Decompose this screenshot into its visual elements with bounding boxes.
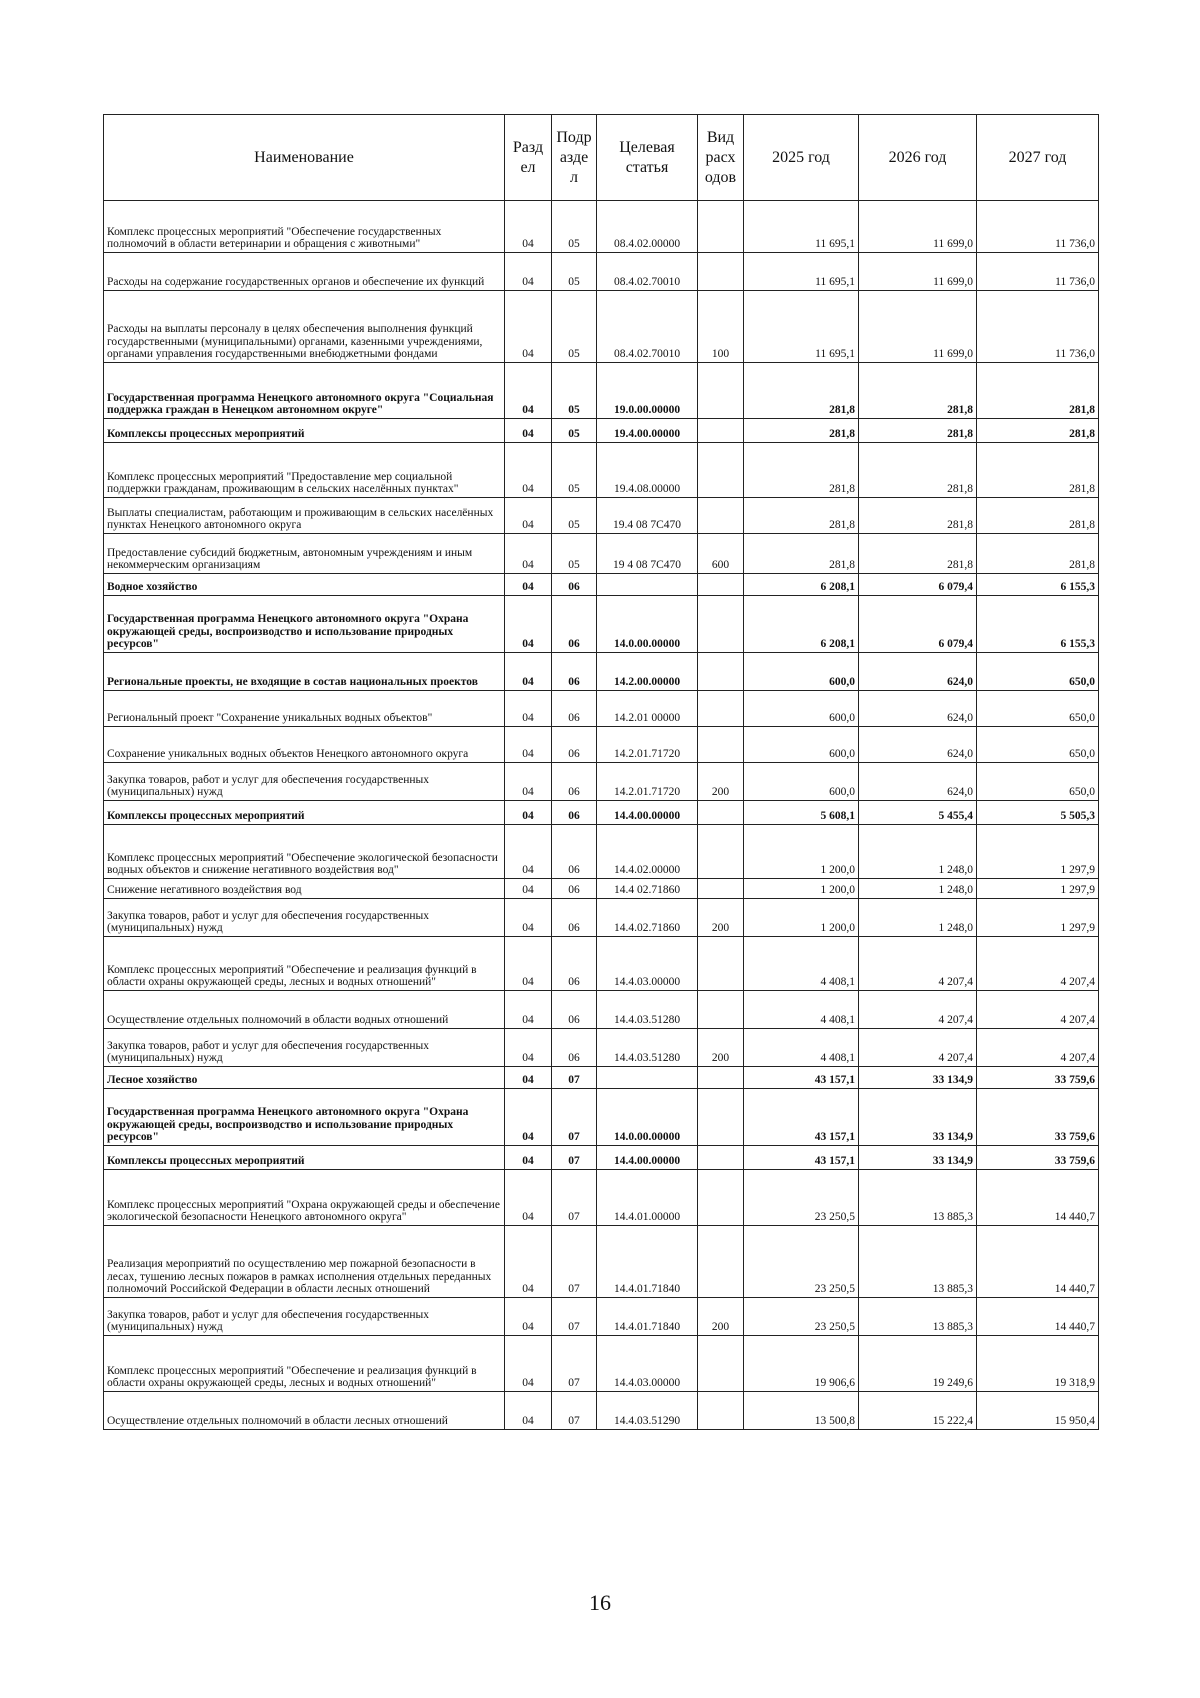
- row-value-2025: 281,8: [744, 498, 859, 534]
- row-name: Закупка товаров, работ и услуг для обеспечения государственных (муниципальных) нужд: [104, 899, 505, 937]
- row-podrazdel: 05: [552, 498, 597, 534]
- row-razdel: 04: [505, 534, 552, 574]
- row-podrazdel: 05: [552, 291, 597, 363]
- row-expense-type: [698, 253, 744, 291]
- row-value-2025: 600,0: [744, 763, 859, 801]
- row-value-2027: 281,8: [977, 534, 1099, 574]
- row-expense-type: [698, 443, 744, 498]
- header-name: Наименование: [104, 115, 505, 201]
- row-target-article: 19 4 08 7С470: [597, 534, 698, 574]
- row-podrazdel: 06: [552, 991, 597, 1029]
- row-podrazdel: 06: [552, 801, 597, 825]
- table-row: [104, 899, 1099, 937]
- row-value-2026: 5 455,4: [859, 801, 977, 825]
- row-target-article: 14.4.03.51290: [597, 1392, 698, 1430]
- row-value-2025: 600,0: [744, 691, 859, 727]
- row-expense-type: [698, 1089, 744, 1146]
- row-expense-type: [698, 937, 744, 991]
- table-row: [104, 991, 1099, 1029]
- row-podrazdel: 06: [552, 596, 597, 653]
- row-name: Комплекс процессных мероприятий "Охрана окружающей среды и обеспечение экологической безопасности Ненецкого автономного округа": [104, 1170, 505, 1226]
- row-value-2027: 4 207,4: [977, 1029, 1099, 1067]
- row-target-article: 19.4.00.00000: [597, 419, 698, 443]
- row-razdel: 04: [505, 253, 552, 291]
- row-expense-type: [698, 1226, 744, 1298]
- row-value-2025: 6 208,1: [744, 574, 859, 596]
- row-value-2025: 23 250,5: [744, 1298, 859, 1336]
- row-target-article: 14.2.01 00000: [597, 691, 698, 727]
- row-value-2027: 14 440,7: [977, 1298, 1099, 1336]
- row-value-2027: 1 297,9: [977, 879, 1099, 899]
- row-value-2026: 6 079,4: [859, 574, 977, 596]
- row-expense-type: [698, 1146, 744, 1170]
- row-podrazdel: 06: [552, 574, 597, 596]
- row-name: Закупка товаров, работ и услуг для обеспечения государственных (муниципальных) нужд: [104, 1298, 505, 1336]
- row-value-2026: 281,8: [859, 534, 977, 574]
- row-name: Закупка товаров, работ и услуг для обеспечения государственных (муниципальных) нужд: [104, 763, 505, 801]
- row-razdel: 04: [505, 574, 552, 596]
- row-target-article: 14.4.01.71840: [597, 1226, 698, 1298]
- row-value-2027: 33 759,6: [977, 1146, 1099, 1170]
- row-razdel: 04: [505, 801, 552, 825]
- row-value-2027: 281,8: [977, 498, 1099, 534]
- row-podrazdel: 07: [552, 1392, 597, 1430]
- row-value-2026: 281,8: [859, 443, 977, 498]
- row-razdel: 04: [505, 443, 552, 498]
- row-target-article: 14.4.03.00000: [597, 937, 698, 991]
- row-expense-type: [698, 498, 744, 534]
- row-razdel: 04: [505, 653, 552, 691]
- row-podrazdel: 07: [552, 1336, 597, 1392]
- row-expense-type: [698, 653, 744, 691]
- row-value-2027: 11 736,0: [977, 201, 1099, 253]
- row-podrazdel: 06: [552, 727, 597, 763]
- header-expense-type: Вид расх одов: [698, 115, 744, 201]
- row-razdel: 04: [505, 1067, 552, 1089]
- row-name: Комплекс процессных мероприятий "Обеспечение экологической безопасности водных объектов и снижение негативного воздействия вод": [104, 825, 505, 879]
- row-target-article: 19.0.00.00000: [597, 363, 698, 419]
- row-value-2026: 11 699,0: [859, 253, 977, 291]
- header-podrazdel: Подр азде л: [552, 115, 597, 201]
- table-row: [104, 691, 1099, 727]
- row-expense-type: 200: [698, 1298, 744, 1336]
- table-row: [104, 653, 1099, 691]
- row-expense-type: [698, 879, 744, 899]
- row-razdel: 04: [505, 201, 552, 253]
- row-podrazdel: 06: [552, 1029, 597, 1067]
- row-name: Комплекс процессных мероприятий "Предоставление мер социальной поддержки гражданам, проживающим в сельских населённых пунктах": [104, 443, 505, 498]
- row-value-2027: 33 759,6: [977, 1067, 1099, 1089]
- row-razdel: 04: [505, 879, 552, 899]
- row-expense-type: [698, 727, 744, 763]
- row-name: Комплекс процессных мероприятий "Обеспечение и реализация функций в области охраны окружающей среды, лесных и водных отношений": [104, 1336, 505, 1392]
- header-row: [104, 115, 1099, 201]
- row-name: Выплаты специалистам, работающим и проживающим в сельских населённых пунктах Ненецкого автономного округа: [104, 498, 505, 534]
- header-2027: 2027 год: [977, 115, 1099, 201]
- row-target-article: [597, 1067, 698, 1089]
- row-podrazdel: 05: [552, 443, 597, 498]
- row-value-2027: 19 318,9: [977, 1336, 1099, 1392]
- row-name: Расходы на содержание государственных органов и обеспечение их функций: [104, 253, 505, 291]
- row-target-article: 14.4.02.00000: [597, 825, 698, 879]
- row-value-2026: 624,0: [859, 727, 977, 763]
- table-body: [104, 201, 1099, 1430]
- table-row: [104, 1067, 1099, 1089]
- header-2025: 2025 год: [744, 115, 859, 201]
- row-target-article: 08.4.02.00000: [597, 201, 698, 253]
- row-target-article: 19.4.08.00000: [597, 443, 698, 498]
- row-value-2027: 5 505,3: [977, 801, 1099, 825]
- row-target-article: 14.4.01.71840: [597, 1298, 698, 1336]
- row-value-2026: 19 249,6: [859, 1336, 977, 1392]
- row-value-2025: 281,8: [744, 419, 859, 443]
- row-value-2025: 281,8: [744, 443, 859, 498]
- table-row: [104, 574, 1099, 596]
- table-row: [104, 498, 1099, 534]
- table-row: [104, 596, 1099, 653]
- row-podrazdel: 07: [552, 1298, 597, 1336]
- row-razdel: 04: [505, 825, 552, 879]
- row-value-2025: 281,8: [744, 534, 859, 574]
- table-row: [104, 534, 1099, 574]
- table-row: [104, 201, 1099, 253]
- page-number: 16: [589, 1590, 611, 1615]
- row-target-article: 14.4.03.51280: [597, 1029, 698, 1067]
- table-row: [104, 253, 1099, 291]
- row-value-2026: 1 248,0: [859, 899, 977, 937]
- row-value-2027: 6 155,3: [977, 574, 1099, 596]
- row-value-2027: 281,8: [977, 419, 1099, 443]
- row-expense-type: [698, 801, 744, 825]
- row-expense-type: [698, 1170, 744, 1226]
- row-expense-type: 200: [698, 899, 744, 937]
- row-target-article: 08.4.02.70010: [597, 291, 698, 363]
- row-expense-type: [698, 1067, 744, 1089]
- row-razdel: 04: [505, 727, 552, 763]
- row-value-2025: 4 408,1: [744, 937, 859, 991]
- row-podrazdel: 05: [552, 253, 597, 291]
- table-row: [104, 363, 1099, 419]
- row-razdel: 04: [505, 1298, 552, 1336]
- table-row: [104, 1336, 1099, 1392]
- row-value-2026: 11 699,0: [859, 201, 977, 253]
- row-podrazdel: 07: [552, 1089, 597, 1146]
- row-name: Комплекс процессных мероприятий "Обеспечение государственных полномочий в области ветеринарии и обращения с животными": [104, 201, 505, 253]
- row-name: Осуществление отдельных полномочий в области водных отношений: [104, 991, 505, 1029]
- row-expense-type: [698, 825, 744, 879]
- row-value-2027: 4 207,4: [977, 991, 1099, 1029]
- row-target-article: 19.4 08 7С470: [597, 498, 698, 534]
- row-razdel: 04: [505, 937, 552, 991]
- row-value-2025: 4 408,1: [744, 1029, 859, 1067]
- row-target-article: 08.4.02.70010: [597, 253, 698, 291]
- row-value-2026: 4 207,4: [859, 991, 977, 1029]
- row-razdel: 04: [505, 1336, 552, 1392]
- row-name: Осуществление отдельных полномочий в области лесных отношений: [104, 1392, 505, 1430]
- row-expense-type: [698, 991, 744, 1029]
- row-razdel: 04: [505, 596, 552, 653]
- row-podrazdel: 06: [552, 899, 597, 937]
- row-target-article: 14.4.01.00000: [597, 1170, 698, 1226]
- row-value-2025: 6 208,1: [744, 596, 859, 653]
- row-value-2027: 11 736,0: [977, 253, 1099, 291]
- row-expense-type: [698, 363, 744, 419]
- row-name: Комплексы процессных мероприятий: [104, 419, 505, 443]
- row-razdel: 04: [505, 763, 552, 801]
- row-value-2026: 624,0: [859, 691, 977, 727]
- row-target-article: 14.4.02.71860: [597, 899, 698, 937]
- table-row: [104, 825, 1099, 879]
- table-row: [104, 1170, 1099, 1226]
- table-row: [104, 879, 1099, 899]
- row-name: Реализация мероприятий по осуществлению мер пожарной безопасности в лесах, тушению лесных пожаров в рамках исполнения отдельных переданных полномочий Российской Федерации в области лесных отношений: [104, 1226, 505, 1298]
- table-row: [104, 291, 1099, 363]
- row-podrazdel: 05: [552, 419, 597, 443]
- row-razdel: 04: [505, 1226, 552, 1298]
- row-value-2026: 13 885,3: [859, 1170, 977, 1226]
- row-target-article: [597, 574, 698, 596]
- header-target-article: Целевая статья: [597, 115, 698, 201]
- row-razdel: 04: [505, 899, 552, 937]
- row-value-2027: 33 759,6: [977, 1089, 1099, 1146]
- row-value-2026: 4 207,4: [859, 1029, 977, 1067]
- row-expense-type: [698, 574, 744, 596]
- row-expense-type: [698, 691, 744, 727]
- row-name: Снижение негативного воздействия вод: [104, 879, 505, 899]
- row-value-2026: 281,8: [859, 498, 977, 534]
- row-value-2027: 11 736,0: [977, 291, 1099, 363]
- budget-table: [103, 114, 1099, 1430]
- row-value-2025: 281,8: [744, 363, 859, 419]
- row-value-2027: 650,0: [977, 763, 1099, 801]
- row-name: Комплексы процессных мероприятий: [104, 801, 505, 825]
- table-row: [104, 419, 1099, 443]
- row-expense-type: [698, 1392, 744, 1430]
- row-value-2026: 33 134,9: [859, 1146, 977, 1170]
- row-name: Государственная программа Ненецкого автономного округа "Социальная поддержка граждан в Ненецком автономном округе": [104, 363, 505, 419]
- row-expense-type: [698, 596, 744, 653]
- row-value-2027: 650,0: [977, 653, 1099, 691]
- row-value-2025: 19 906,6: [744, 1336, 859, 1392]
- row-name: Государственная программа Ненецкого автономного округа "Охрана окружающей среды, воспроизводство и использование природных ресурсов": [104, 1089, 505, 1146]
- row-target-article: 14.0.00.00000: [597, 1089, 698, 1146]
- row-razdel: 04: [505, 498, 552, 534]
- row-podrazdel: 05: [552, 201, 597, 253]
- row-value-2025: 23 250,5: [744, 1226, 859, 1298]
- row-podrazdel: 07: [552, 1226, 597, 1298]
- row-podrazdel: 06: [552, 691, 597, 727]
- row-value-2027: 1 297,9: [977, 899, 1099, 937]
- row-expense-type: 200: [698, 1029, 744, 1067]
- row-name: Региональные проекты, не входящие в состав национальных проектов: [104, 653, 505, 691]
- row-value-2025: 11 695,1: [744, 291, 859, 363]
- row-razdel: 04: [505, 1146, 552, 1170]
- header-2026: 2026 год: [859, 115, 977, 201]
- row-value-2026: 281,8: [859, 363, 977, 419]
- row-value-2025: 11 695,1: [744, 201, 859, 253]
- row-name: Государственная программа Ненецкого автономного округа "Охрана окружающей среды, воспроизводство и использование природных ресурсов": [104, 596, 505, 653]
- row-podrazdel: 07: [552, 1170, 597, 1226]
- row-razdel: 04: [505, 1392, 552, 1430]
- row-value-2026: 281,8: [859, 419, 977, 443]
- header-razdel: Разд ел: [505, 115, 552, 201]
- table-row: [104, 937, 1099, 991]
- row-value-2027: 281,8: [977, 443, 1099, 498]
- table-row: [104, 801, 1099, 825]
- row-target-article: 14.4.03.51280: [597, 991, 698, 1029]
- row-expense-type: [698, 1336, 744, 1392]
- row-value-2027: 1 297,9: [977, 825, 1099, 879]
- row-name: Комплексы процессных мероприятий: [104, 1146, 505, 1170]
- row-podrazdel: 06: [552, 937, 597, 991]
- table-row: [104, 727, 1099, 763]
- row-expense-type: [698, 201, 744, 253]
- row-value-2026: 15 222,4: [859, 1392, 977, 1430]
- row-razdel: 04: [505, 419, 552, 443]
- row-expense-type: 100: [698, 291, 744, 363]
- row-podrazdel: 07: [552, 1067, 597, 1089]
- table-row: [104, 1029, 1099, 1067]
- row-podrazdel: 05: [552, 363, 597, 419]
- row-value-2025: 1 200,0: [744, 899, 859, 937]
- table-row: [104, 443, 1099, 498]
- row-value-2026: 13 885,3: [859, 1298, 977, 1336]
- table-row: [104, 1089, 1099, 1146]
- table-row: [104, 1146, 1099, 1170]
- row-value-2027: 281,8: [977, 363, 1099, 419]
- row-value-2026: 13 885,3: [859, 1226, 977, 1298]
- row-name: Региональный проект "Сохранение уникальных водных объектов": [104, 691, 505, 727]
- row-value-2027: 14 440,7: [977, 1226, 1099, 1298]
- row-expense-type: 600: [698, 534, 744, 574]
- row-target-article: 14.2.00.00000: [597, 653, 698, 691]
- row-value-2025: 600,0: [744, 653, 859, 691]
- row-value-2026: 33 134,9: [859, 1067, 977, 1089]
- row-value-2025: 43 157,1: [744, 1067, 859, 1089]
- table-row: [104, 763, 1099, 801]
- row-expense-type: [698, 419, 744, 443]
- table-row: [104, 1226, 1099, 1298]
- row-name: Расходы на выплаты персоналу в целях обеспечения выполнения функций государственными (муниципальными) органами, казенными учреждениями, органами управления государственными внебюджетными фондами: [104, 291, 505, 363]
- row-value-2027: 4 207,4: [977, 937, 1099, 991]
- table-row: [104, 1392, 1099, 1430]
- row-razdel: 04: [505, 291, 552, 363]
- row-podrazdel: 06: [552, 763, 597, 801]
- row-value-2025: 23 250,5: [744, 1170, 859, 1226]
- row-razdel: 04: [505, 691, 552, 727]
- row-name: Закупка товаров, работ и услуг для обеспечения государственных (муниципальных) нужд: [104, 1029, 505, 1067]
- row-target-article: 14.4.00.00000: [597, 1146, 698, 1170]
- row-name: Лесное хозяйство: [104, 1067, 505, 1089]
- row-value-2027: 650,0: [977, 727, 1099, 763]
- row-razdel: 04: [505, 991, 552, 1029]
- row-value-2025: 600,0: [744, 727, 859, 763]
- row-value-2025: 11 695,1: [744, 253, 859, 291]
- row-value-2025: 13 500,8: [744, 1392, 859, 1430]
- row-podrazdel: 05: [552, 534, 597, 574]
- row-value-2025: 43 157,1: [744, 1146, 859, 1170]
- row-razdel: 04: [505, 363, 552, 419]
- row-value-2025: 4 408,1: [744, 991, 859, 1029]
- row-value-2025: 5 608,1: [744, 801, 859, 825]
- row-value-2026: 624,0: [859, 653, 977, 691]
- row-name: Предоставление субсидий бюджетным, автономным учреждениям и иным некоммерческим организациям: [104, 534, 505, 574]
- row-value-2026: 624,0: [859, 763, 977, 801]
- row-razdel: 04: [505, 1089, 552, 1146]
- row-podrazdel: 07: [552, 1146, 597, 1170]
- row-razdel: 04: [505, 1029, 552, 1067]
- row-podrazdel: 06: [552, 879, 597, 899]
- row-podrazdel: 06: [552, 825, 597, 879]
- row-value-2026: 33 134,9: [859, 1089, 977, 1146]
- row-value-2026: 6 079,4: [859, 596, 977, 653]
- row-name: Комплекс процессных мероприятий "Обеспечение и реализация функций в области охраны окружающей среды, лесных и водных отношений": [104, 937, 505, 991]
- row-value-2026: 1 248,0: [859, 879, 977, 899]
- row-expense-type: 200: [698, 763, 744, 801]
- row-name: Водное хозяйство: [104, 574, 505, 596]
- row-target-article: 14.4.03.00000: [597, 1336, 698, 1392]
- row-target-article: 14.2.01.71720: [597, 763, 698, 801]
- row-name: Сохранение уникальных водных объектов Ненецкого автономного округа: [104, 727, 505, 763]
- row-value-2027: 6 155,3: [977, 596, 1099, 653]
- row-value-2027: 15 950,4: [977, 1392, 1099, 1430]
- row-value-2026: 11 699,0: [859, 291, 977, 363]
- row-value-2026: 1 248,0: [859, 825, 977, 879]
- row-value-2025: 43 157,1: [744, 1089, 859, 1146]
- table-row: [104, 1298, 1099, 1336]
- row-target-article: 14.0.00.00000: [597, 596, 698, 653]
- row-podrazdel: 06: [552, 653, 597, 691]
- row-value-2027: 14 440,7: [977, 1170, 1099, 1226]
- row-target-article: 14.4 02.71860: [597, 879, 698, 899]
- row-target-article: 14.4.00.00000: [597, 801, 698, 825]
- row-value-2026: 4 207,4: [859, 937, 977, 991]
- row-value-2025: 1 200,0: [744, 825, 859, 879]
- row-value-2025: 1 200,0: [744, 879, 859, 899]
- row-razdel: 04: [505, 1170, 552, 1226]
- row-target-article: 14.2.01.71720: [597, 727, 698, 763]
- row-value-2027: 650,0: [977, 691, 1099, 727]
